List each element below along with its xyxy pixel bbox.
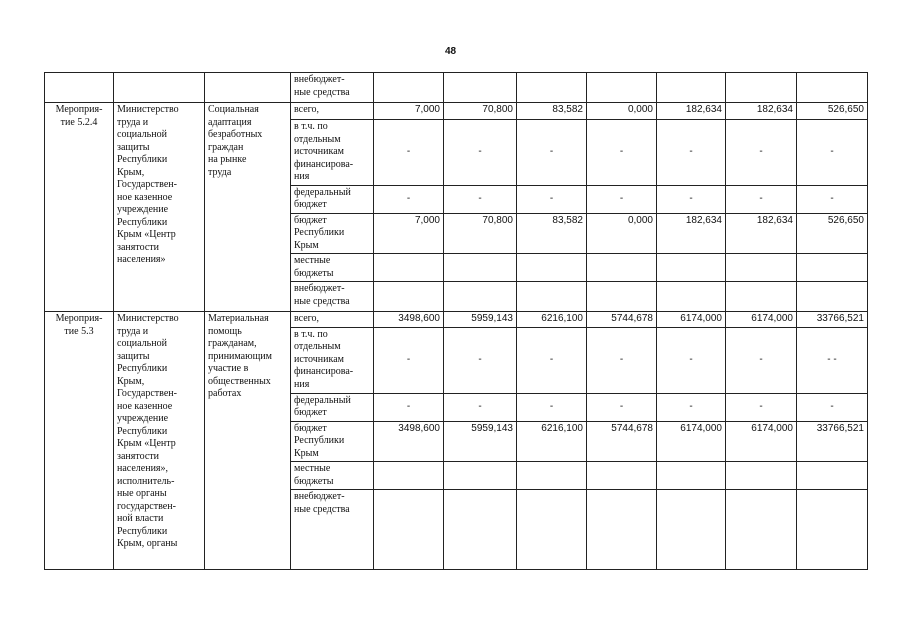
value-cell: - [797, 393, 868, 421]
value-cell: 182,634 [726, 103, 797, 120]
value-cell: 6174,000 [726, 421, 797, 462]
value-cell [726, 462, 797, 490]
value-cell [587, 73, 657, 103]
value-cell [797, 490, 868, 570]
value-cell: - [726, 120, 797, 186]
value-cell [726, 73, 797, 103]
value-cell: - [444, 393, 517, 421]
value-cell: - [587, 393, 657, 421]
value-cell: - - [797, 327, 868, 393]
value-cell: - [657, 393, 726, 421]
value-cell: 6174,000 [657, 421, 726, 462]
source-cell: местные бюджеты [291, 462, 374, 490]
value-cell: - [657, 120, 726, 186]
value-cell: 526,650 [797, 103, 868, 120]
value-cell: - [587, 327, 657, 393]
value-cell: 83,582 [517, 103, 587, 120]
value-cell [587, 490, 657, 570]
value-cell [374, 490, 444, 570]
executor-cell: Министерство труда и социальной защиты Республики Крым, Государствен- ное казенное учреждение Республики Крым «Центр занятости населения», исполнитель- ные органы государствен- ной власти Республики Крым, органы [114, 312, 205, 570]
source-cell: внебюджет- ные средства [291, 73, 374, 103]
value-cell: 7,000 [374, 213, 444, 254]
value-cell: 182,634 [657, 103, 726, 120]
value-cell: - [726, 327, 797, 393]
value-cell: 5959,143 [444, 312, 517, 328]
value-cell [517, 73, 587, 103]
value-cell: - [444, 327, 517, 393]
value-cell: - [726, 393, 797, 421]
value-cell [444, 490, 517, 570]
value-cell: 0,000 [587, 213, 657, 254]
value-cell: 0,000 [587, 103, 657, 120]
source-cell: внебюджет- ные средства [291, 490, 374, 570]
value-cell: 182,634 [657, 213, 726, 254]
value-cell [797, 282, 868, 312]
value-cell [657, 73, 726, 103]
value-cell: 83,582 [517, 213, 587, 254]
source-cell: всего, [291, 103, 374, 120]
value-cell: - [374, 393, 444, 421]
value-cell: 5744,678 [587, 312, 657, 328]
executor-cell: Министерство труда и социальной защиты Республики Крым, Государствен- ное казенное учреждение Республики Крым «Центр занятости населения» [114, 103, 205, 312]
value-cell: 70,800 [444, 103, 517, 120]
value-cell [797, 254, 868, 282]
value-cell [657, 490, 726, 570]
table-row [45, 73, 868, 103]
value-cell: 182,634 [726, 213, 797, 254]
value-cell: 7,000 [374, 103, 444, 120]
value-cell: - [517, 185, 587, 213]
executor-cell [114, 73, 205, 103]
value-cell [587, 462, 657, 490]
value-cell: 6174,000 [726, 312, 797, 328]
value-cell: - [374, 185, 444, 213]
value-cell: 6216,100 [517, 421, 587, 462]
value-cell [374, 282, 444, 312]
value-cell: 5959,143 [444, 421, 517, 462]
value-cell: 70,800 [444, 213, 517, 254]
value-cell [444, 73, 517, 103]
source-cell: бюджет Республики Крым [291, 213, 374, 254]
value-cell: - [797, 120, 868, 186]
source-cell: в т.ч. по отдельным источникам финансирова- ния [291, 120, 374, 186]
source-cell: федеральный бюджет [291, 185, 374, 213]
event-cell: Мероприя- тие 5.3 [45, 312, 114, 570]
value-cell [374, 462, 444, 490]
value-cell: - [517, 393, 587, 421]
source-cell: в т.ч. по отдельным источникам финансирова- ния [291, 327, 374, 393]
value-cell: - [726, 185, 797, 213]
name-cell [205, 73, 291, 103]
value-cell: - [444, 120, 517, 186]
value-cell [517, 282, 587, 312]
value-cell: - [444, 185, 517, 213]
value-cell: 5744,678 [587, 421, 657, 462]
value-cell [374, 73, 444, 103]
value-cell [517, 254, 587, 282]
value-cell: - [657, 327, 726, 393]
value-cell: - [797, 185, 868, 213]
value-cell [797, 73, 868, 103]
budget-table [44, 72, 868, 570]
value-cell [797, 462, 868, 490]
source-cell: всего, [291, 312, 374, 328]
value-cell [657, 282, 726, 312]
value-cell: 3498,600 [374, 421, 444, 462]
value-cell [444, 462, 517, 490]
value-cell: - [587, 185, 657, 213]
value-cell [726, 282, 797, 312]
source-cell: федеральный бюджет [291, 393, 374, 421]
value-cell: 3498,600 [374, 312, 444, 328]
value-cell [587, 254, 657, 282]
value-cell: - [517, 120, 587, 186]
page-number: 48 [444, 46, 457, 57]
value-cell [587, 282, 657, 312]
value-cell [726, 254, 797, 282]
table-row [45, 103, 868, 120]
value-cell: 526,650 [797, 213, 868, 254]
value-cell [657, 462, 726, 490]
value-cell: 6216,100 [517, 312, 587, 328]
value-cell [517, 462, 587, 490]
table-body [45, 73, 868, 570]
source-cell: бюджет Республики Крым [291, 421, 374, 462]
value-cell [517, 490, 587, 570]
value-cell: - [374, 327, 444, 393]
value-cell [726, 490, 797, 570]
source-cell: местные бюджеты [291, 254, 374, 282]
source-cell: внебюджет- ные средства [291, 282, 374, 312]
value-cell [374, 254, 444, 282]
value-cell: - [657, 185, 726, 213]
table-row [45, 312, 868, 328]
value-cell: - [374, 120, 444, 186]
value-cell [657, 254, 726, 282]
name-cell: Материальная помощь гражданам, принимающим участие в общественных работах [205, 312, 291, 570]
value-cell [444, 282, 517, 312]
value-cell: 33766,521 [797, 421, 868, 462]
event-cell [45, 73, 114, 103]
value-cell: - [587, 120, 657, 186]
value-cell: - [517, 327, 587, 393]
value-cell: 6174,000 [657, 312, 726, 328]
name-cell: Социальная адаптация безработных граждан на рынке труда [205, 103, 291, 312]
event-cell: Мероприя- тие 5.2.4 [45, 103, 114, 312]
value-cell [444, 254, 517, 282]
value-cell: 33766,521 [797, 312, 868, 328]
